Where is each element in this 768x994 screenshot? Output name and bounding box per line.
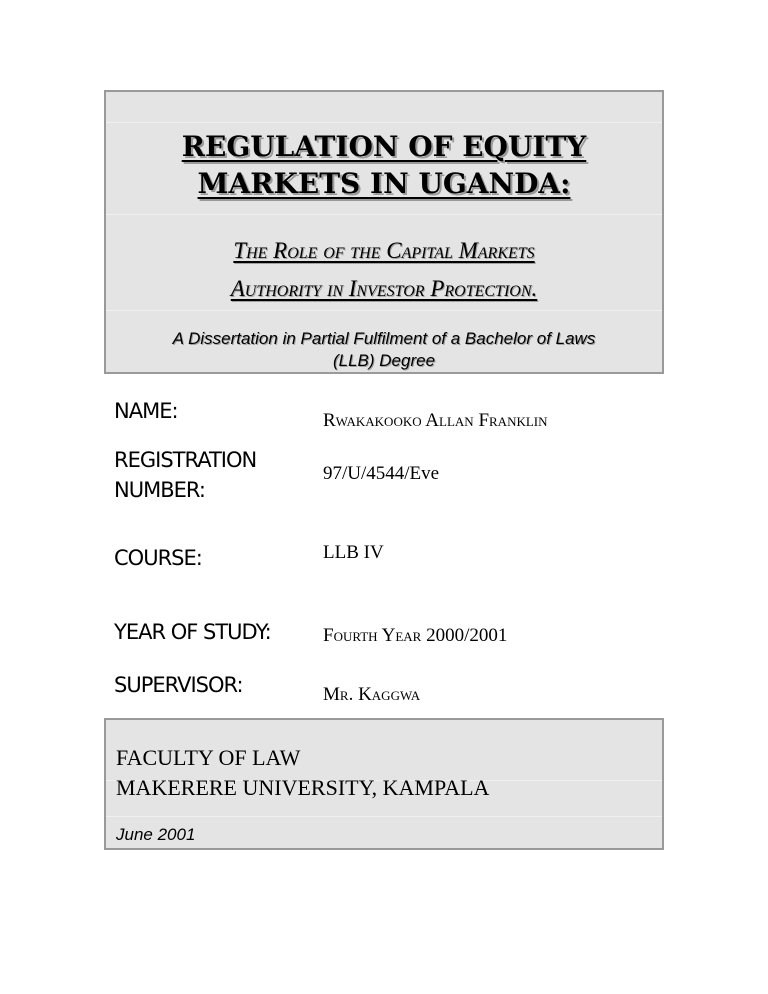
title-box xyxy=(104,90,664,374)
course-label: COURSE: xyxy=(114,546,202,570)
year-value: Fourth Year 2000/2001 xyxy=(323,625,508,646)
registration-label-line-2: NUMBER: xyxy=(114,478,205,502)
name-label: NAME: xyxy=(114,399,178,423)
faculty-box xyxy=(104,718,664,850)
main-title-line-1: REGULATION OF EQUITY xyxy=(181,130,587,163)
registration-value: 97/U/4544/Eve xyxy=(323,463,440,484)
subtitle xyxy=(106,232,662,308)
subtitle-line-2: Authority in Investor Protection. xyxy=(230,276,538,301)
dissertation-line-1: A Dissertation in Partial Fulfilment of a Bachelor of Laws xyxy=(172,329,596,348)
course-value: LLB IV xyxy=(323,542,384,563)
dissertation-statement xyxy=(106,328,662,372)
supervisor-value: Mr. Kaggwa xyxy=(323,684,421,705)
dissertation-line-2: (LLB) Degree xyxy=(332,351,436,370)
submission-date: June 2001 xyxy=(116,825,196,844)
year-label: YEAR OF STUDY: xyxy=(114,620,271,644)
university-name: MAKERERE UNIVERSITY, KAMPALA xyxy=(116,775,490,800)
subtitle-line-1: The Role of the Capital Markets xyxy=(233,238,535,263)
faculty-name: FACULTY OF LAW xyxy=(116,745,301,770)
main-title-line-2: MARKETS IN UGANDA: xyxy=(197,167,571,200)
name-value: Rwakakooko Allan Franklin xyxy=(323,410,548,431)
supervisor-label: SUPERVISOR: xyxy=(114,673,243,697)
main-title xyxy=(106,128,662,202)
registration-label xyxy=(114,445,314,505)
registration-label-line-1: REGISTRATION xyxy=(114,448,257,472)
